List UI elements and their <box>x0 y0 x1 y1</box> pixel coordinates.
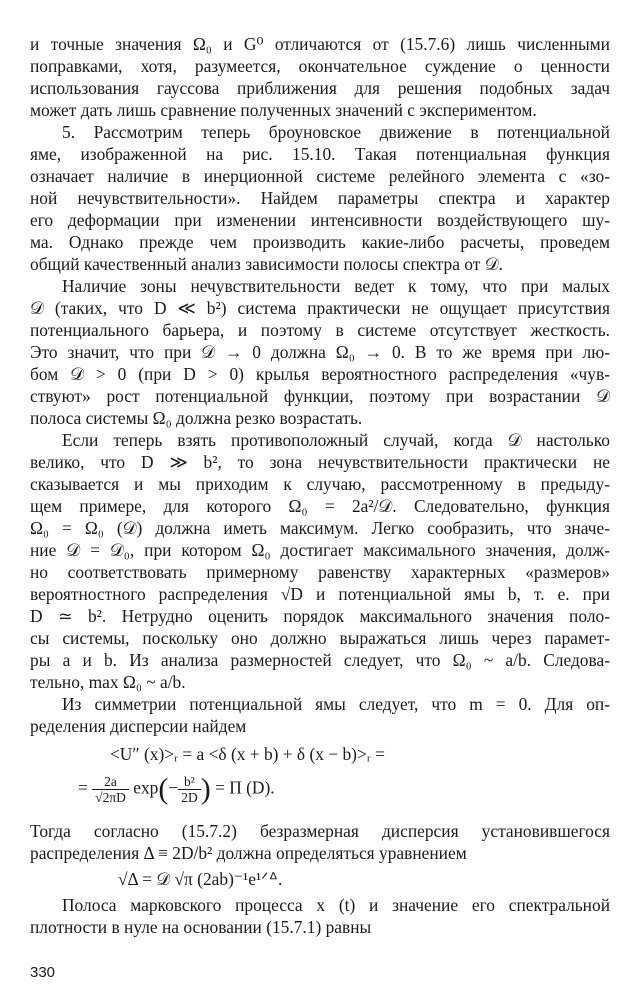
equation-3: √Δ = 𝒟 √π (2ab)⁻¹e¹ᐟᐞ. <box>118 869 283 889</box>
text-line: ры a и b. Из анализа размерностей следует, что Ω₀ ~ a/b. Следова- <box>30 650 610 670</box>
text-line: Полоса марковского процесса x (t) и значение его спектральной <box>62 895 610 915</box>
text-line: полоса системы Ω₀ должна резко возрастать. <box>30 408 363 428</box>
text-line: тельно, max Ω₀ ~ a/b. <box>30 672 186 692</box>
text-line: щем примере, для которого Ω₀ = 2a²/𝒟. Следовательно, функция <box>30 496 610 516</box>
equation-1: <U″ (x)>ᵣ = a <δ (x + b) + δ (x − b)>ᵣ = <box>110 744 385 764</box>
text-line: потенциального барьера, и поэтому в системе отсутствует жесткость. <box>30 320 610 340</box>
text-line: ма. Однако прежде чем производить какие-либо расчеты, проведем <box>30 232 610 252</box>
text-line: Если теперь взять противоположный случай, когда 𝒟 настолько <box>62 430 610 450</box>
page-number: 330 <box>30 964 56 981</box>
text-line: ной нечувствительности». Найдем параметры спектра и характер <box>30 188 610 208</box>
text-line: бом 𝒟 > 0 (при D > 0) крылья вероятностного распределения «чув- <box>30 364 610 384</box>
text-line: плотности в нуле на основании (15.7.1) равны <box>30 917 372 937</box>
text-line: но соответствовать примерному равенству характерных «размеров» <box>30 562 610 582</box>
text-line: яме, изображенной на рис. 15.10. Такая потенциальная функция <box>30 144 610 164</box>
equation-2: = $\frac{2a}{√2\pi D}$ exp(− $\frac{\text{b²}}{2D}$ ) = Π (D). <box>78 772 275 806</box>
text-line: его деформации при изменении интенсивности воздействующего шу- <box>30 210 610 230</box>
page <box>30 0 612 1000</box>
text-line: сы системы, поскольку оно должно выражаться лишь через парамет- <box>30 628 610 648</box>
text-line: может дать лишь сравнение полученных значений с экспериментом. <box>30 100 537 120</box>
text-line: использования гауссова приближения для решения подобных задач <box>30 78 610 98</box>
text-line: поправками, хотя, разумеется, окончательное суждение о ценности <box>30 56 610 76</box>
text-line: велико, что D ≫ b², то зона нечувствительности практически не <box>30 452 610 472</box>
text-line: и точные значения Ω₀ и G⁰ отличаются от (15.7.6) лишь численными <box>30 34 610 54</box>
text-line: ние 𝒟 = 𝒟₀, при котором Ω₀ достигает максимального значения, долж- <box>30 540 610 560</box>
text-line: Ω₀ = Ω₀ (𝒟) должна иметь максимум. Легко сообразить, что значе- <box>30 518 610 538</box>
text-line: 5. Рассмотрим теперь броуновское движение в потенциальной <box>62 122 610 142</box>
text-line: сказывается и мы приходим к случаю, рассмотренному в предыду- <box>30 474 610 494</box>
text-line: ределения дисперсии найдем <box>30 716 247 736</box>
text-line: Тогда согласно (15.7.2) безразмерная дисперсия установившегося <box>30 821 610 841</box>
text-line: Это значит, что при 𝒟 → 0 должна Ω₀ → 0. В то же время при лю- <box>30 342 610 362</box>
text-line: означает наличие в инерционной системе релейного элемента с «зо- <box>30 166 610 186</box>
text-line: Наличие зоны нечувствительности ведет к тому, что при малых <box>62 276 610 296</box>
text-line: общий качественный анализ зависимости полосы спектра от 𝒟. <box>30 254 503 274</box>
text-line: 𝒟 (таких, что D ≪ b²) система практически не ощущает присутствия <box>30 298 610 318</box>
text-line: Из симметрии потенциальной ямы следует, что m = 0. Для оп- <box>62 694 610 714</box>
text-line: распределения Δ ≡ 2D/b² должна определяться уравнением <box>30 843 467 863</box>
text-line: ствуют» рост потенциальной функции, поэтому при возрастании 𝒟 <box>30 386 610 406</box>
text-line: вероятностного распределения √D и потенциальной ямы b, т. е. при <box>30 584 610 604</box>
text-line: D ≃ b². Нетрудно оценить порядок максимального значения поло- <box>30 606 610 626</box>
